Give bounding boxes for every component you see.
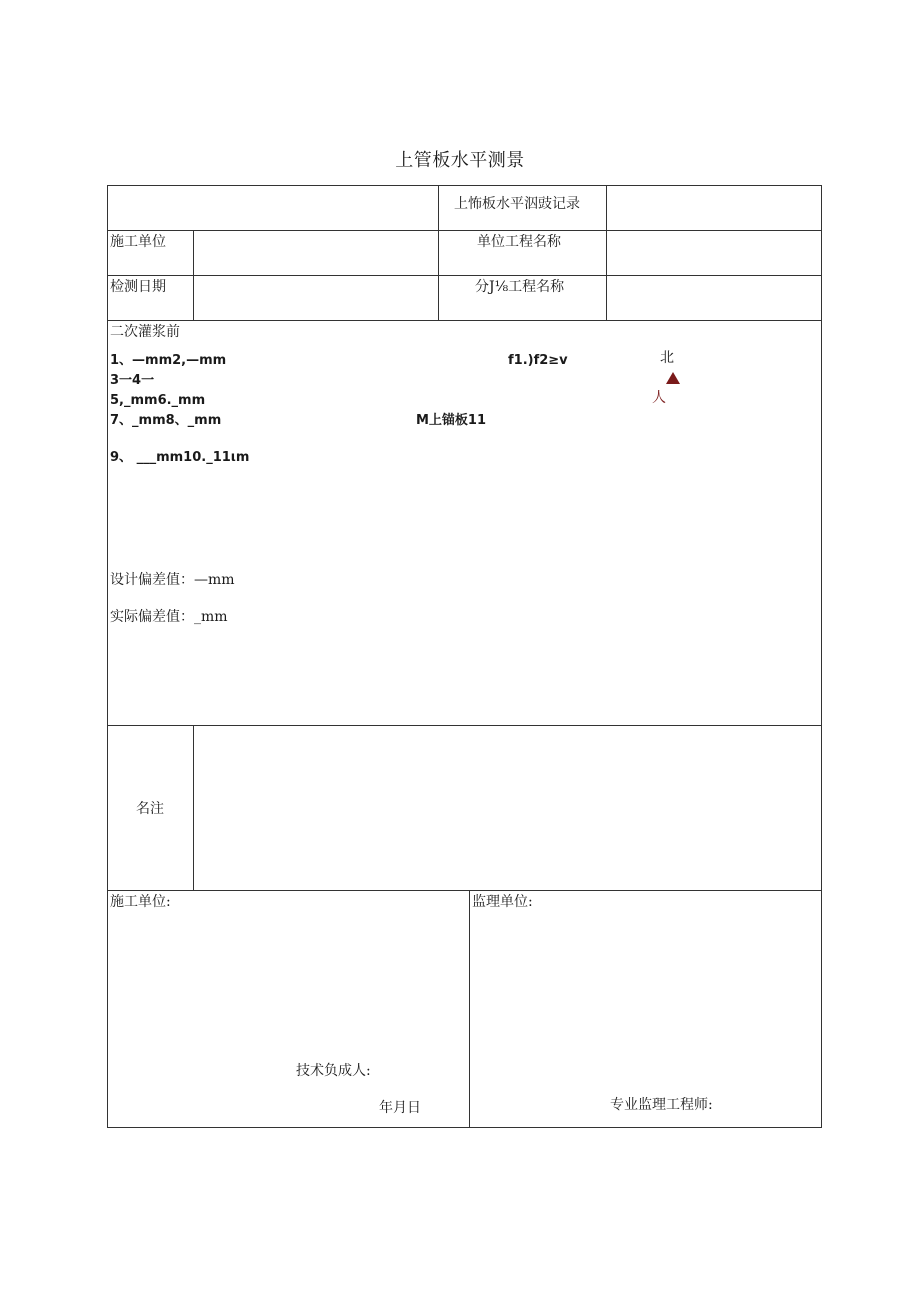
signature-supervision-unit: 监理单位: [472, 894, 533, 910]
signature-supervision-engineer: 专业监理工程师: [610, 1097, 713, 1113]
diagram-label: f1.)f2≥v [508, 353, 568, 368]
col-divider [469, 890, 470, 1127]
inspection-date-label: 检测日期 [110, 279, 166, 295]
remarks-label: 名注 [136, 801, 164, 817]
page-title: 上管板水平测景 [395, 150, 525, 171]
signature-construction-unit: 施工单位: [110, 894, 171, 910]
measurement-section-label: 二次灌浆前 [110, 324, 180, 340]
sub-project-label: 分J⅛工程名称 [475, 279, 565, 295]
actual-deviation: 实际偏差值：_mm [110, 609, 228, 625]
row-divider [108, 275, 821, 276]
measurement-line: 9、 ___mm10._11ιm [110, 450, 250, 465]
row-divider [108, 890, 821, 891]
design-deviation: 设计偏差值：—mm [110, 572, 235, 588]
measurement-line: 3一4一 [110, 373, 155, 388]
record-form [107, 185, 822, 1128]
row-divider [108, 320, 821, 321]
form-title: 上怖板水平泅豉记录 [454, 196, 580, 212]
row-divider [108, 725, 821, 726]
measurement-line: 5,_mm6._mm [110, 393, 206, 408]
col-divider [606, 186, 607, 320]
col-divider [193, 230, 194, 320]
north-marker: 人 [652, 390, 666, 406]
north-arrow-icon [666, 372, 680, 384]
measurement-line: 7、_mm8、_mm [110, 413, 222, 428]
diagram-label: M上锚板11 [416, 413, 487, 428]
measurement-line: 1、—mm2,—mm [110, 353, 227, 368]
unit-project-label: 单位工程名称 [477, 234, 561, 250]
signature-tech-lead: 技术负成人: [296, 1063, 371, 1079]
signature-date: 年月日 [379, 1100, 421, 1116]
construction-unit-label: 施工单位 [110, 234, 166, 250]
col-divider [438, 186, 439, 320]
north-label: 北 [660, 350, 674, 366]
col-divider [193, 725, 194, 890]
row-divider [108, 230, 821, 231]
